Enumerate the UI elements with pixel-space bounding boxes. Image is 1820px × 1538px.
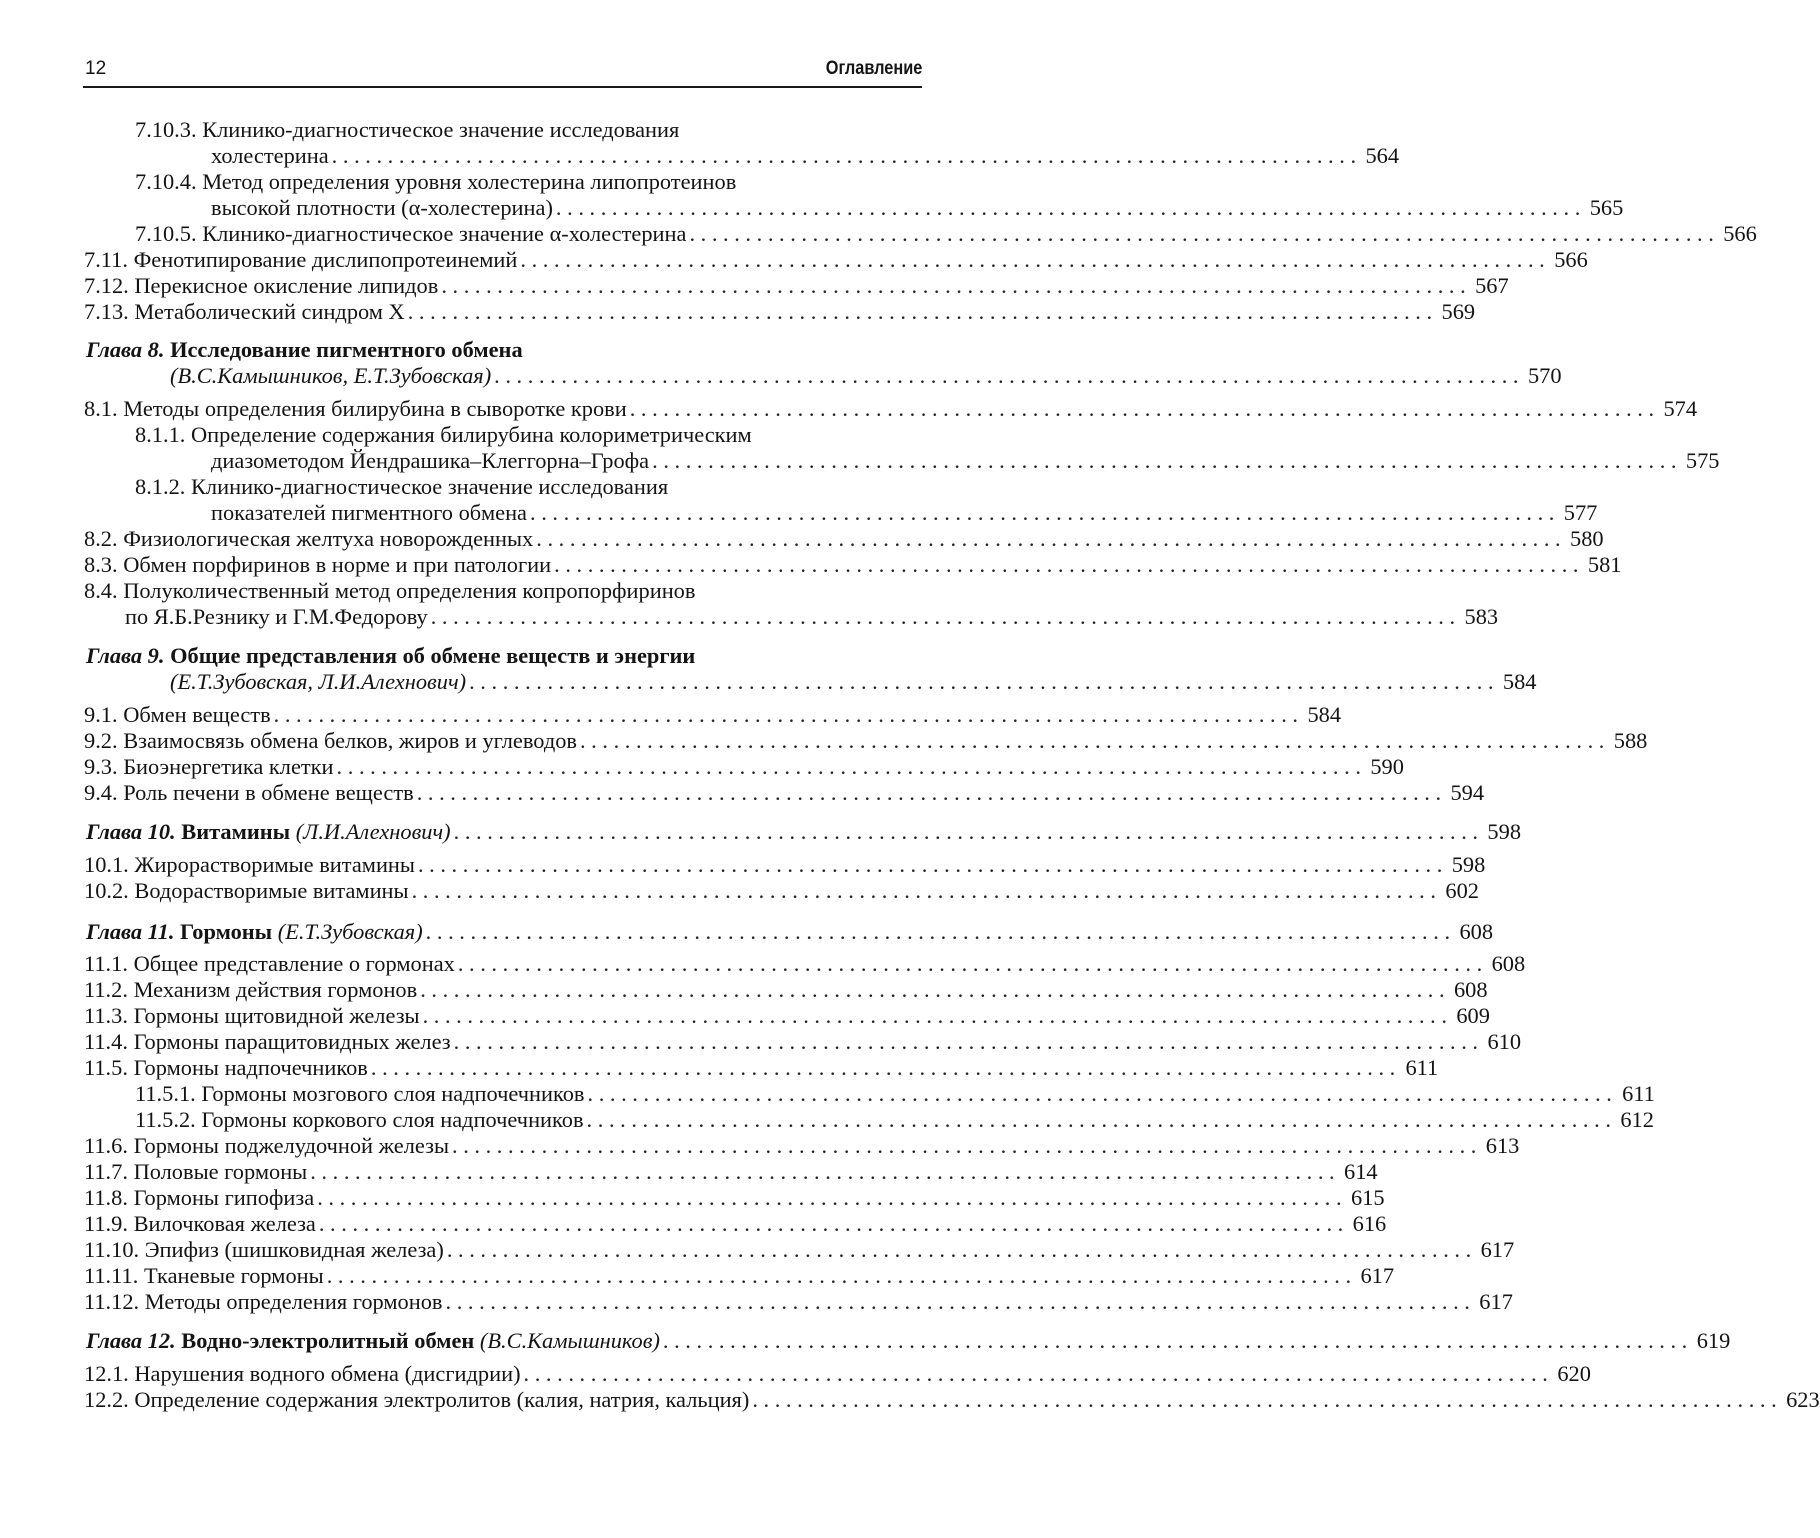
section-title: Гормоны надпочечников: [133, 1055, 368, 1080]
toc-entry-text: [135, 422, 752, 448]
section-title: Определение содержания электролитов (калия, натрия, кальция): [134, 1387, 750, 1412]
toc-line[interactable]: [84, 754, 1404, 780]
toc-entry-text: [84, 1185, 314, 1211]
toc-line[interactable]: [211, 143, 1400, 169]
chapter-label: Глава 12.: [86, 1328, 176, 1353]
section-title: Фенотипирование дислипопротеинемий: [133, 247, 518, 272]
section-number: 11.1.: [84, 951, 128, 976]
section-title: Вилочковая железа: [133, 1211, 316, 1236]
toc-page-number: 608: [1459, 919, 1494, 944]
section-number: 11.5.: [84, 1055, 128, 1080]
section-title: Роль печени в обмене веществ: [123, 780, 414, 805]
dot-leader: [520, 247, 1544, 273]
dot-leader: [689, 221, 1713, 247]
chapter-title: Водно-электролитный обмен: [181, 1328, 475, 1353]
section-title: Метод определения уровня холестерина липопротеинов: [202, 169, 737, 194]
dot-leader: [441, 273, 1465, 299]
toc-entry-text: [84, 780, 414, 806]
toc-page-number: 617: [1479, 1289, 1513, 1314]
toc-entry-text: [135, 1107, 584, 1133]
toc-page-number: 598: [1487, 819, 1522, 844]
toc-line[interactable]: [84, 852, 1486, 878]
toc-line[interactable]: [84, 1185, 1385, 1211]
section-title: Общее представление о гормонах: [133, 951, 455, 976]
toc-line[interactable]: [135, 1107, 1654, 1133]
toc-line[interactable]: [84, 780, 1485, 806]
chapter-authors: (Л.И.Алехнович): [295, 819, 451, 844]
toc-page-number: 564: [1365, 143, 1400, 168]
section-number: 12.1.: [84, 1361, 129, 1386]
toc-line[interactable]: [84, 1289, 1513, 1315]
section-number: 11.6.: [84, 1133, 128, 1158]
toc-line[interactable]: [211, 500, 1598, 526]
toc-page-number: 615: [1350, 1185, 1385, 1210]
toc-page-number: 565: [1589, 195, 1624, 220]
toc-page-number: 566: [1554, 247, 1588, 272]
section-title: Половые гормоны: [133, 1159, 308, 1184]
dot-leader: [332, 143, 1356, 169]
toc-entry-text: [135, 221, 686, 247]
toc-page-number: 602: [1445, 878, 1479, 903]
toc-line[interactable]: [125, 604, 1499, 630]
dot-leader: [337, 754, 1361, 780]
toc-page-number: 583: [1464, 604, 1499, 629]
section-number: 8.3.: [84, 552, 118, 577]
section-title: Клинико-диагностическое значение исследования: [202, 117, 680, 142]
toc-entry-text: [84, 1211, 316, 1237]
toc-page-number: 584: [1307, 702, 1342, 727]
toc-entry-text: [84, 1159, 307, 1185]
toc-page-number: 617: [1360, 1263, 1395, 1288]
section-title: Методы определения гормонов: [144, 1289, 443, 1314]
toc-line[interactable]: [84, 299, 1476, 325]
toc-line[interactable]: [170, 669, 1537, 695]
dot-leader: [310, 1159, 1334, 1185]
dot-leader: [447, 1237, 1471, 1263]
toc-entry-text: [84, 1387, 749, 1413]
toc-entry-text: [84, 247, 517, 273]
toc-line[interactable]: [84, 1159, 1378, 1185]
toc-entry-text: [84, 951, 455, 977]
toc-line[interactable]: [84, 728, 1648, 754]
section-number: 8.4.: [84, 578, 118, 603]
toc-entry-text: [84, 1003, 420, 1029]
chapter-label: Глава 10.: [86, 819, 176, 844]
toc-line[interactable]: [84, 526, 1604, 552]
toc-line[interactable]: [135, 117, 922, 143]
chapter-label: Глава 9.: [86, 643, 165, 668]
toc-page-number: 594: [1450, 780, 1485, 805]
dot-leader: [371, 1055, 1395, 1081]
chapter-label: Глава 11.: [86, 919, 175, 944]
toc-page-number: 577: [1563, 500, 1598, 525]
section-number: 9.3.: [84, 754, 118, 779]
toc-entry-text: [84, 526, 533, 552]
toc-page-number: 619: [1696, 1328, 1731, 1353]
dot-leader: [454, 1029, 1478, 1055]
toc-line[interactable]: [84, 1387, 1820, 1413]
section-title: Оглавление: [825, 58, 922, 79]
toc-entry-text: [84, 552, 551, 578]
dot-leader: [274, 702, 1298, 728]
chapter-authors: (В.С.Камышников): [479, 1328, 660, 1353]
toc-entry-text: [135, 169, 736, 195]
section-number: 8.1.2.: [135, 474, 186, 499]
toc-page-number: 581: [1587, 552, 1622, 577]
section-number: 11.2.: [84, 977, 128, 1002]
section-number: 9.4.: [84, 780, 118, 805]
section-title: Тканевые гормоны: [143, 1263, 324, 1288]
toc-page-number: 575: [1685, 448, 1720, 473]
section-title: Гормоны коркового слоя надпочечников: [201, 1107, 584, 1132]
toc-page-number: 574: [1663, 396, 1698, 421]
toc-page-number: 616: [1352, 1211, 1387, 1236]
toc-line[interactable]: [84, 1211, 1387, 1237]
section-number: 10.2.: [84, 878, 129, 903]
toc-line[interactable]: [135, 474, 922, 500]
toc-page-number: 611: [1405, 1055, 1439, 1080]
dot-leader: [426, 919, 1450, 945]
section-title: Взаимосвязь обмена белков, жиров и углеводов: [123, 728, 577, 753]
toc-line[interactable]: [170, 363, 1562, 389]
section-number: 7.10.3.: [135, 117, 197, 142]
toc-page-number: 566: [1723, 221, 1757, 246]
chapter-heading-text: [86, 337, 523, 363]
section-title: Биоэнергетика клетки: [123, 754, 334, 779]
toc-page-number: 613: [1485, 1133, 1520, 1158]
toc-line[interactable]: [135, 221, 1757, 247]
toc-page-number: 611: [1622, 1081, 1655, 1106]
dot-leader: [420, 977, 1444, 1003]
toc-entry-text: [84, 578, 695, 604]
section-title: Обмен порфиринов в норме и при патологии: [123, 552, 552, 577]
section-number: 11.3.: [84, 1003, 128, 1028]
section-title: Нарушения водного обмена (дисгидрии): [134, 1361, 521, 1386]
toc-line[interactable]: [211, 448, 1720, 474]
chapter-title: Общие представления об обмене веществ и энергии: [170, 643, 696, 668]
toc-page-number: 580: [1570, 526, 1604, 551]
toc-entry-text: [84, 1361, 521, 1387]
toc-entry-text: [84, 977, 417, 1003]
toc-page-number: 588: [1613, 728, 1648, 753]
section-number: 9.2.: [84, 728, 118, 753]
toc-entry-text: [84, 852, 415, 878]
dot-leader: [494, 363, 1518, 389]
toc-line[interactable]: [135, 1081, 1655, 1107]
section-title: Гормоны паращитовидных желез: [133, 1029, 451, 1054]
dot-leader: [446, 1289, 1470, 1315]
toc-line[interactable]: [84, 951, 1526, 977]
toc-entry-text: [84, 878, 409, 904]
toc-entry-text: [84, 1055, 368, 1081]
section-number: 8.1.1.: [135, 422, 186, 447]
section-number: 11.5.2.: [135, 1107, 196, 1132]
dot-leader: [408, 299, 1432, 325]
toc-line[interactable]: [211, 195, 1624, 221]
section-number: 12.2.: [84, 1387, 129, 1412]
section-number: 7.11.: [84, 247, 128, 272]
section-number: 11.7.: [84, 1159, 128, 1184]
toc-line[interactable]: [84, 1003, 1490, 1029]
page-number: 12: [85, 58, 107, 79]
section-number: 10.1.: [84, 852, 129, 877]
dot-leader: [417, 780, 1441, 806]
toc-page-number: 608: [1491, 951, 1526, 976]
toc-line[interactable]: [84, 1055, 1439, 1081]
dot-leader: [317, 1185, 1341, 1211]
toc-page-number: 567: [1475, 273, 1509, 298]
toc-entry-text: [84, 1263, 324, 1289]
dot-leader: [530, 500, 1554, 526]
chapter-heading[interactable]: [86, 819, 1522, 845]
section-number: 8.2.: [84, 526, 118, 551]
toc-entry-text: [135, 1081, 585, 1107]
dot-leader: [588, 1081, 1612, 1107]
toc-page-number: 570: [1527, 363, 1562, 388]
section-number: 11.5.1.: [135, 1081, 196, 1106]
section-title-continued: показателей пигментного обмена: [211, 500, 527, 525]
section-title: Жирорастворимые витамины: [134, 852, 415, 877]
section-number: 11.11.: [84, 1263, 139, 1288]
chapter-label: Глава 8.: [86, 337, 165, 362]
section-title: Гормоны щитовидной железы: [133, 1003, 420, 1028]
section-title: Гормоны гипофиза: [133, 1185, 315, 1210]
section-title: Клинико-диагностическое значение исследования: [191, 474, 669, 499]
toc-line[interactable]: [84, 247, 1588, 273]
chapter-heading-text: [86, 919, 423, 945]
toc-entry-text: [84, 702, 271, 728]
chapter-heading-text: [86, 819, 451, 845]
dot-leader: [327, 1263, 1351, 1289]
dot-leader: [431, 604, 1455, 630]
dot-leader: [652, 448, 1676, 474]
toc-entry-text: [84, 728, 577, 754]
toc-entry-text: [84, 1133, 449, 1159]
toc-line[interactable]: [84, 1237, 1515, 1263]
section-number: 9.1.: [84, 702, 118, 727]
toc-page-number: 610: [1487, 1029, 1522, 1054]
toc-page-number: 569: [1441, 299, 1476, 324]
section-number: 7.13.: [84, 299, 129, 324]
chapter-heading-text: [86, 643, 695, 669]
section-title: Физиологическая желтуха новорожденных: [123, 526, 534, 551]
section-title: Эпифиз (шишковидная железа): [144, 1237, 444, 1262]
section-title: Обмен веществ: [123, 702, 271, 727]
toc-entry-text: [84, 1237, 444, 1263]
toc-line[interactable]: [135, 169, 922, 195]
dot-leader: [412, 878, 1436, 904]
toc-line[interactable]: [84, 1029, 1522, 1055]
section-title-continued: по Я.Б.Резнику и Г.М.Федорову: [125, 604, 428, 629]
section-title: Перекисное окисление липидов: [134, 273, 439, 298]
toc-line[interactable]: [84, 702, 1342, 728]
section-title-continued: высокой плотности (α-холестерина): [211, 195, 553, 220]
chapter-authors: (Е.Т.Зубовская, Л.И.Алехнович): [170, 669, 467, 694]
toc-page-number: 598: [1451, 852, 1486, 877]
dot-leader: [556, 195, 1580, 221]
section-title: Метаболический синдром Х: [134, 299, 405, 324]
section-title: Клинико-диагностическое значение α-холестерина: [202, 221, 687, 246]
dot-leader: [418, 852, 1442, 878]
chapter-authors: (В.С.Камышников, Е.Т.Зубовская): [170, 363, 492, 388]
toc-entry-text: [84, 754, 334, 780]
chapter-authors: (Е.Т.Зубовская): [277, 919, 423, 944]
section-number: 7.12.: [84, 273, 129, 298]
toc-page-number: 584: [1502, 669, 1537, 694]
toc-page-number: 617: [1480, 1237, 1515, 1262]
toc-page-number: 612: [1620, 1107, 1654, 1132]
toc-entry-text: [84, 1289, 443, 1315]
section-title: Гормоны мозгового слоя надпочечников: [201, 1081, 585, 1106]
chapter-title: Гормоны: [180, 919, 273, 944]
toc-line[interactable]: [84, 1361, 1591, 1387]
section-number: 7.10.5.: [135, 221, 197, 246]
toc-entry-text: [84, 273, 438, 299]
dot-leader: [752, 1387, 1776, 1413]
toc-line[interactable]: [84, 552, 1622, 578]
dot-leader: [580, 728, 1604, 754]
toc-entry-text: [84, 1029, 451, 1055]
section-title: Гормоны поджелудочной железы: [133, 1133, 449, 1158]
chapter-heading[interactable]: [86, 1328, 1731, 1354]
toc-line[interactable]: [84, 878, 1479, 904]
toc-line[interactable]: [84, 396, 1698, 422]
toc-entry-text: [84, 396, 627, 422]
toc-entry-text: [135, 117, 679, 143]
toc-page-number: 623: [1786, 1387, 1820, 1412]
dot-leader: [458, 951, 1482, 977]
section-number: 11.4.: [84, 1029, 128, 1054]
toc-page-number: 609: [1456, 1003, 1490, 1028]
section-number: 8.1.: [84, 396, 118, 421]
section-title-continued: диазометодом Йендрашика–Клеггорна–Грофа: [211, 448, 650, 473]
dot-leader: [524, 1361, 1548, 1387]
dot-leader: [454, 819, 1478, 845]
chapter-title: Исследование пигментного обмена: [170, 337, 523, 362]
section-number: 11.10.: [84, 1237, 140, 1262]
section-number: 11.12.: [84, 1289, 140, 1314]
section-title: Определение содержания билирубина колориметрическим: [191, 422, 752, 447]
section-title: Методы определения билирубина в сыворотке крови: [123, 396, 627, 421]
dot-leader: [319, 1211, 1343, 1237]
toc-entry-text: [84, 299, 405, 325]
chapter-heading[interactable]: [86, 643, 922, 669]
dot-leader: [452, 1133, 1476, 1159]
section-number: 11.8.: [84, 1185, 128, 1210]
chapter-heading-text: [86, 1328, 660, 1354]
dot-leader: [663, 1328, 1687, 1354]
section-title: Водорастворимые витамины: [134, 878, 409, 903]
dot-leader: [630, 396, 1654, 422]
section-title: Полуколичественный метод определения копропорфиринов: [123, 578, 696, 603]
section-number: 11.9.: [84, 1211, 128, 1236]
section-title: Механизм действия гормонов: [133, 977, 418, 1002]
dot-leader: [423, 1003, 1447, 1029]
chapter-heading[interactable]: [86, 919, 1494, 945]
toc-page-number: 620: [1557, 1361, 1591, 1386]
toc-line[interactable]: [84, 578, 922, 604]
toc-line[interactable]: [84, 273, 1509, 299]
toc-line[interactable]: [84, 1133, 1520, 1159]
toc-line[interactable]: [84, 977, 1488, 1003]
toc-line[interactable]: [84, 1263, 1395, 1289]
toc-page-number: 614: [1344, 1159, 1378, 1184]
chapter-heading[interactable]: [86, 337, 922, 363]
section-number: 7.10.4.: [135, 169, 197, 194]
dot-leader: [469, 669, 1493, 695]
dot-leader: [587, 1107, 1611, 1133]
dot-leader: [536, 526, 1560, 552]
toc-page-number: 590: [1370, 754, 1404, 779]
toc-entry-text: [135, 474, 668, 500]
chapter-title: Витамины: [181, 819, 291, 844]
toc-line[interactable]: [135, 422, 922, 448]
dot-leader: [554, 552, 1578, 578]
section-title-continued: холестерина: [211, 143, 329, 168]
toc-page-number: 608: [1453, 977, 1488, 1002]
